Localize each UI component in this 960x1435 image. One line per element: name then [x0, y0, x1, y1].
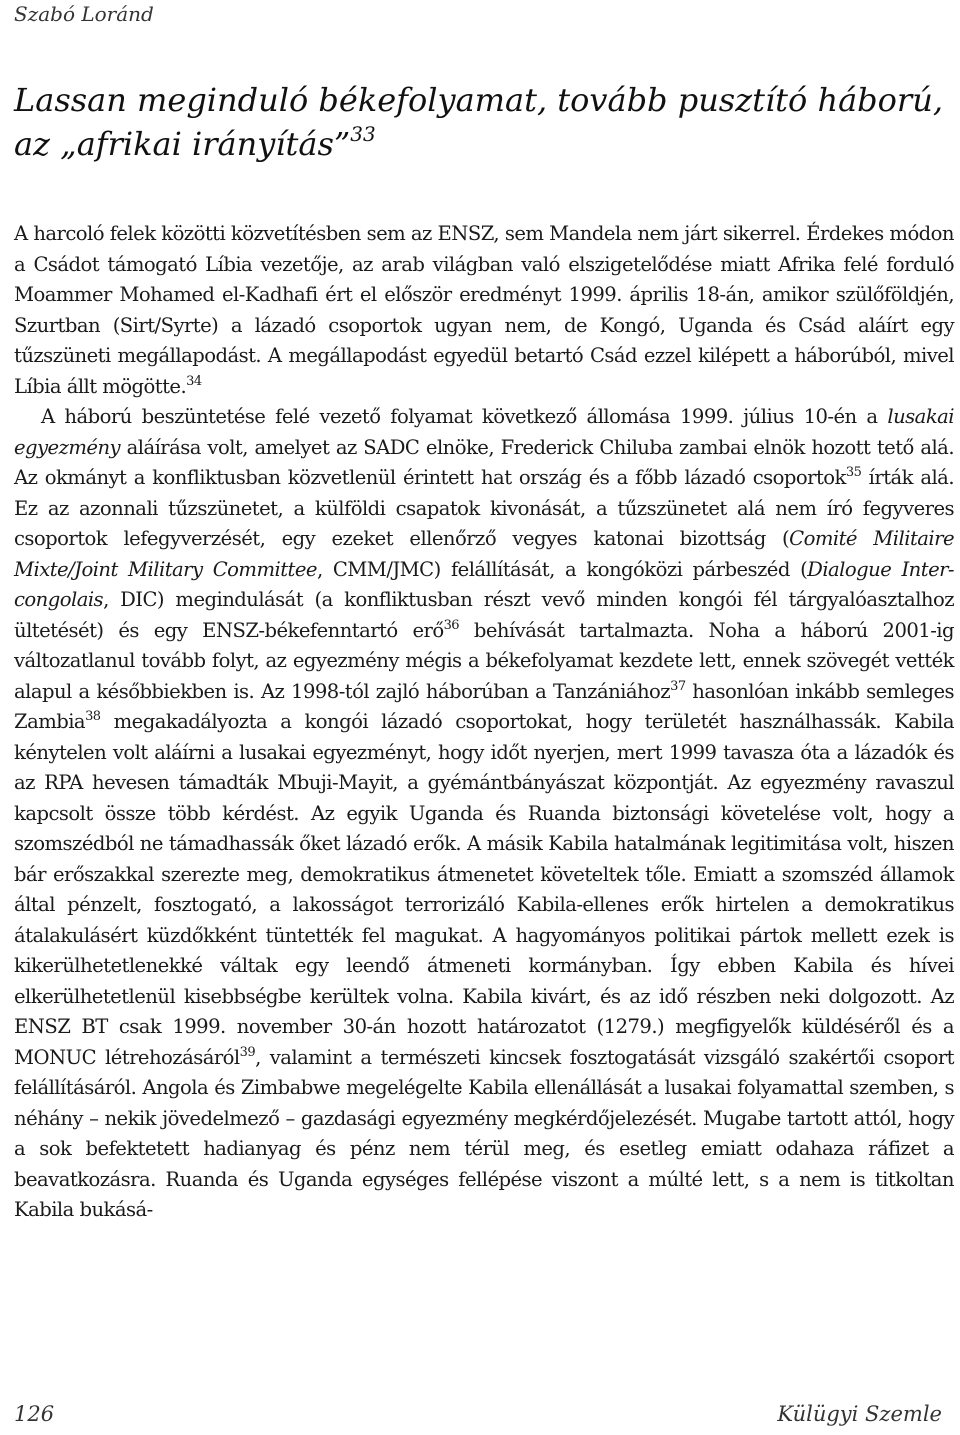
journal-name: Külügyi Szemle [777, 1402, 942, 1426]
footnote-ref-39[interactable]: 39 [239, 1044, 256, 1060]
section-title-line2: az „afrikai irányítás” [14, 125, 351, 163]
footnote-ref-37[interactable]: 37 [670, 678, 686, 694]
p2-segment-11: megakadályozta a kongói lázadó csoportokat, hogy területét használhassák. Kabila kénytelen volt aláírni a lusakai egyezményt, hogy időt nyerjen, mert 1999 tavasza óta a lázadók és az RPA hevesen támadták Mbuji-Mayit, a gyémántbányászat központját. Az egyezmény ravaszul kapcsolt össze több kérdést. Az egyik Uganda és Ruanda biztonsági követelése volt, hogy a szomszédból ne támadhassák őket lázadó erők. A másik Kabila hatalmának legitimitása volt, hiszen bár erőszakkal szerezte meg, demokratikus átmenetet követeltek tőle. Emiatt a szomszéd államok által pénzelt, fosztogató, a lakosságot terrorizáló Kabila-ellenes erők hirtelen a demokratikus átalakulásért küzdőkként tüntették fel magukat. A hagyományos politikai pártok mellett ezek is kikerülhetetlenekké váltak egy leendő átmeneti kormányban. Így ebben Kabila és hívei elkerülhetetlenül kisebbségbe kerültek volna. Kabila kivárt, és az idő részben neki dolgozott. Az ENSZ BT csak 1999. november 30-án hozott határozatot (1279.) megfigyelők küldéséről és a MONUC létrehozásáról [14, 710, 954, 1069]
dic-term: Dialogue Inter-congolais [14, 557, 954, 611]
section-title-line1: Lassan meginduló békefolyamat, tovább pusztító háború, [14, 81, 943, 119]
footnote-ref-36[interactable]: 36 [443, 617, 460, 633]
footnote-ref-33[interactable]: 33 [350, 122, 376, 146]
paragraph-1-text: A harcoló felek közötti közvetítésben sem az ENSZ, sem Mandela nem járt sikerrel. Érdekes módon a Csádot támogató Líbia vezetője, az arab világban való elszigetelődése miatt Afrika felé forduló Moammer Mohamed el-Kadhafi ért el először eredményt 1999. április 18-án, amikor szülőföldjén, Szurtban (Sirt/Syrte) a lázadó csoportok ugyan nem, de Kongó, Uganda és Csád aláírt egy tűzszüneti megállapodást. A megállapodást egyedül betartó Csád ezzel kilépett a háborúból, mivel Líbia állt mögötte. [14, 222, 954, 398]
article-body [14, 219, 954, 1226]
paragraph-2 [14, 402, 954, 1226]
p2-segment-9: behívását tartalmazta. Noha a háború 2001-ig változatlanul tovább folyt, az egyezmény mégis a békefolyamat kezdete lett, ennek szövegét vették alapul a későbbiekben is. Az 1998-tól zajló háborúban a Tanzániához [14, 618, 954, 703]
lusaka-agreement-term: lusakai egyezmény [14, 405, 954, 459]
p2-segment-8: , DIC) megindulását (a konfliktusban részt vevő minden kongói fél tárgyalóasztalhoz ültetését) és egy ENSZ-békefenntartó erő [14, 588, 954, 642]
p2-segment-10: hasonlóan inkább semleges Zambia [14, 679, 954, 733]
footnote-ref-34[interactable]: 34 [186, 373, 202, 389]
cmm-jmc-term: Comité Militaire Mixte/Joint Military Committee [14, 527, 954, 581]
p2-segment-6: , CMM/JMC) felállítását, a kongóközi párbeszéd ( [316, 557, 808, 581]
p2-segment-1: A háború beszüntetése felé vezető folyamat következő állomása 1999. július 10-én a [41, 405, 888, 428]
footnote-ref-38[interactable]: 38 [85, 709, 101, 724]
running-head-author: Szabó Loránd [14, 2, 154, 26]
p2-segment-3: aláírása volt, amelyet az SADC elnöke, Frederick Chiluba zambai elnök hozott tető alá. Az okmányt a konfliktusban közvetlenül érintett hat ország és a főbb lázadó csoportok [14, 435, 954, 489]
p2-segment-12: , valamint a természeti kincsek fosztogatását vizsgáló szakértői csoport felállításáról. Angola és Zimbabwe megelégelte Kabila ellenállását a lusakai folyamattal szemben, s néhány – nekik jövedelmező – gazdasági egyezmény megkérdőjelezését. Mugabe tartott attól, hogy a sok befektetett hadianyag és pénz nem térül meg, és esetleg emiatt odahaza ráfizet a beavatkozásra. Ruanda és Uganda egységes fellépése viszont a múlté lett, s a nem is titkoltan Kabila bukásá- [14, 1045, 954, 1221]
section-title [14, 78, 944, 166]
footnote-ref-35[interactable]: 35 [845, 465, 862, 480]
paragraph-1 [14, 219, 954, 402]
p2-segment-4: írták alá. Ez az azonnali tűzszünetet, a külföldi csapatok kivonását, a tűzszünetet alá nem író fegyveres csoportok lefegyverzését, egy ezeket ellenőrző vegyes katonai bizottság ( [14, 466, 954, 550]
page-number: 126 [14, 1402, 55, 1426]
